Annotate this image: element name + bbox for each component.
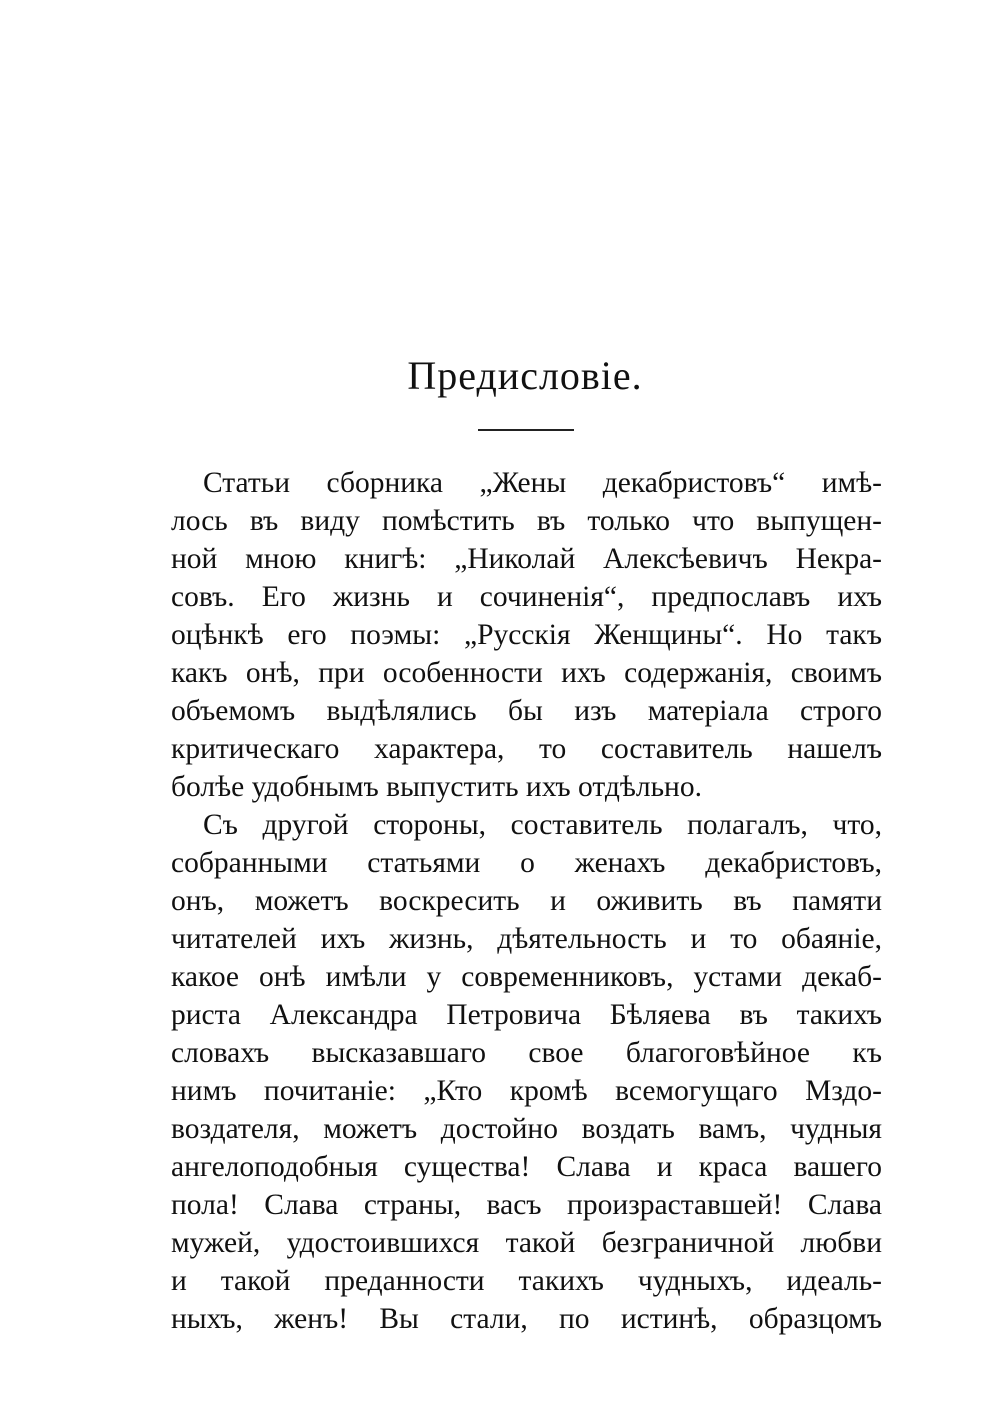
text-line: какое онѣ имѣли у современниковъ, устами декаб-	[171, 961, 882, 993]
text-line: совъ. Его жизнь и сочиненія“, предпославъ ихъ	[171, 581, 882, 613]
text-line: Съ другой стороны, составитель полагалъ, что,	[203, 809, 882, 841]
text-line: собранными статьями о женахъ декабристовъ,	[171, 847, 882, 879]
text-line: пола! Слава страны, васъ произраставшей! Слава	[171, 1189, 882, 1221]
text-line: критическаго характера, то составитель нашелъ	[171, 733, 882, 765]
text-line: читателей ихъ жизнь, дѣятельность и то обаяніе,	[171, 923, 882, 955]
text-line: лось въ виду помѣстить въ только что выпущен-	[171, 505, 882, 537]
text-line: объемомъ выдѣлялись бы изъ матеріала строго	[171, 695, 882, 727]
text-line: онъ, можетъ воскресить и оживить въ памяти	[171, 885, 882, 917]
text-line: мужей, удостоившихся такой безграничной любви	[171, 1227, 882, 1259]
text-line: и такой преданности такихъ чудныхъ, идеаль-	[171, 1265, 882, 1297]
page-title: Предисловіе.	[407, 353, 643, 398]
text-line: ангелоподобныя существа! Слава и краса вашего	[171, 1151, 882, 1183]
text-line: воздателя, можетъ достойно воздать вамъ, чудныя	[171, 1113, 882, 1145]
text-line: словахъ высказавшаго свое благоговѣйное къ	[171, 1037, 882, 1069]
text-line: риста Александра Петровича Бѣляева въ такихъ	[171, 999, 882, 1031]
text-line: нимъ почитаніе: „Кто кромѣ всемогущаго Мздо-	[171, 1075, 882, 1107]
text-line: болѣе удобнымъ выпустить ихъ отдѣльно.	[171, 771, 702, 803]
text-line: ной мною книгѣ: „Николай Алексѣевичъ Некра-	[171, 543, 882, 575]
text-line: ныхъ, женъ! Вы стали, по истинѣ, образцомъ	[171, 1303, 882, 1335]
text-line: Статьи сборника „Жены декабристовъ“ имѣ-	[203, 467, 882, 499]
text-line: оцѣнкѣ его поэмы: „Русскія Женщины“. Но такъ	[171, 619, 882, 651]
text-line: какъ онѣ, при особенности ихъ содержанія, своимъ	[171, 657, 882, 689]
